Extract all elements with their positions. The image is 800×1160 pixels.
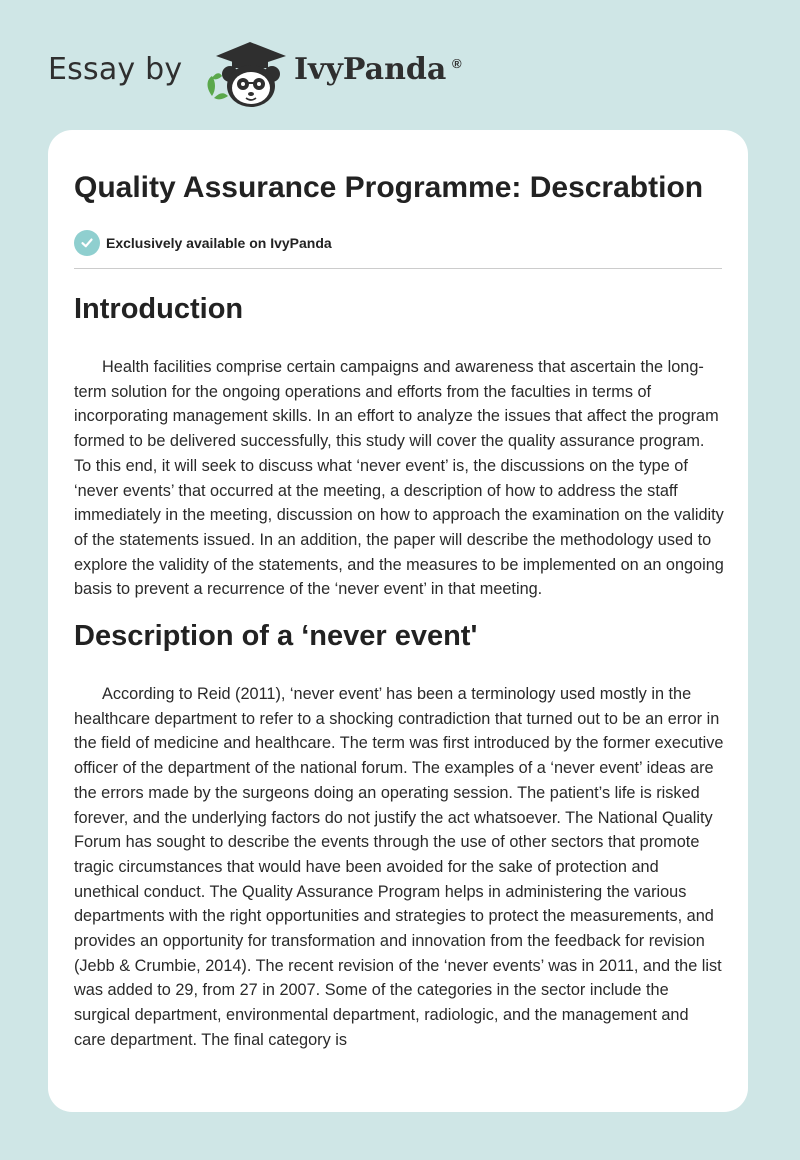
section-body-introduction: Health facilities comprise certain campaigns and awareness that ascertain the long-term solution for the ongoing operations and efforts from the faculties in terms of incorporating management skills. In an effort to analyze the issues that affect the program formed to be delivered successfully, this study will cover the quality assurance program. To this end, it will seek to discuss what ‘never event’ is, the discussions on the type of ‘never events’ that occurred at the meeting, a description of how to address the staff immediately in the meeting, discussion on how to approach the examination on the validity of the statements issued. In an addition, the paper will describe the methodology used to explore the validity of the statements, and the measures to be implemented on an ongoing basis to prevent a recurrence of the ‘never event’ in that meeting. [74, 358, 724, 599]
panda-logo-icon[interactable] [202, 36, 294, 110]
essay-content [74, 168, 724, 1053]
essay-by-label: Essay by [48, 52, 183, 87]
exclusive-label: Exclusively available on IvyPanda [106, 235, 332, 251]
title-divider [74, 268, 722, 269]
essay-card [48, 130, 748, 1112]
section-heading-never-event: Description of a ‘never event' [74, 620, 478, 653]
site-header [48, 30, 548, 110]
registered-mark: ® [452, 56, 462, 71]
check-circle-icon [74, 230, 100, 256]
brand-name[interactable]: IvyPanda [294, 52, 447, 87]
section-body-never-event: According to Reid (2011), ‘never event’ has been a terminology used mostly in the healthcare department to refer to a shocking contradiction that turned out to be an error in the field of medicine and healthcare. The term was first introduced by the former executive officer of the department of the national forum. The examples of a ‘never event’ ideas are the errors made by the surgeons doing an operating session. The patient’s life is risked forever, and the underlying factors do not justify the act whatsoever. The National Quality Forum has sought to describe the events through the use of other sectors that promote tragic circumstances that would have been avoided for the sake of protection and unethical conduct. The Quality Assurance Program helps in administering the various departments with the right opportunities and strategies to protect the measurements, and provides an opportunity for transformation and innovation from the feedback for revision (Jebb & Crumbie, 2014). The recent revision of the ‘never events’ was in 2011, and the list was added to 29, from 27 in 2007. Some of the categories in the sector include the surgical department, environmental department, radiologic, and the management and care department. The final category is [74, 685, 724, 1049]
essay-title: Quality Assurance Programme: Descrabtion [74, 171, 704, 204]
section-heading-introduction: Introduction [74, 293, 244, 325]
exclusive-badge [74, 230, 724, 256]
